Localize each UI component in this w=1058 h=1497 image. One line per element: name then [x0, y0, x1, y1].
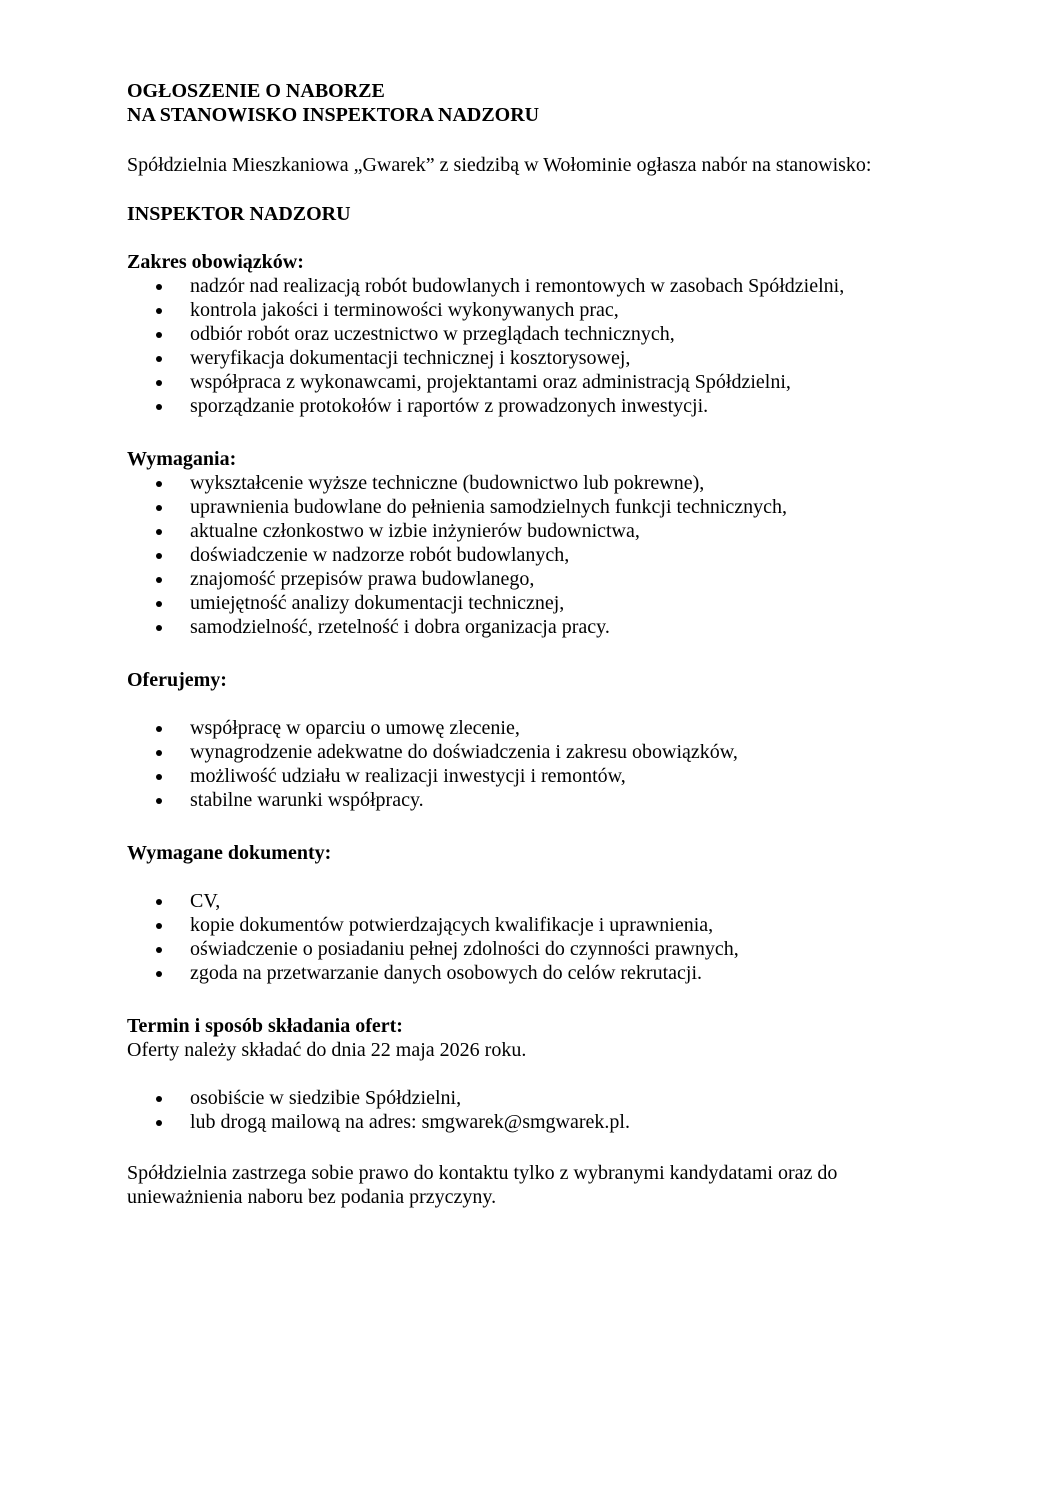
closing-paragraph [127, 1161, 927, 1209]
list-item-text: umiejętność analizy dokumentacji technicznej, [190, 592, 565, 614]
offer-list [127, 716, 738, 812]
requirements-list [127, 471, 787, 639]
requirements-heading: Wymagania: [127, 448, 237, 470]
list-item [127, 1110, 630, 1134]
list-item [127, 788, 738, 812]
bullet-icon [156, 577, 162, 583]
bullet-icon [156, 798, 162, 804]
position-name: INSPEKTOR NADZORU [127, 203, 351, 225]
deadline-list [127, 1086, 630, 1134]
offer-heading: Oferujemy: [127, 669, 227, 691]
list-item-text: nadzór nad realizacją robót budowlanych i remontowych w zasobach Spółdzielni, [190, 275, 845, 297]
bullet-icon [156, 601, 162, 607]
list-item [127, 322, 844, 346]
list-item [127, 298, 844, 322]
bullet-icon [156, 971, 162, 977]
list-item-text: znajomość przepisów prawa budowlanego, [190, 568, 535, 590]
bullet-icon [156, 726, 162, 732]
bullet-icon [156, 529, 162, 535]
bullet-icon [156, 1120, 162, 1126]
bullet-icon [156, 553, 162, 559]
list-item [127, 889, 739, 913]
closing-line-2: unieważnienia naboru bez podania przyczyny. [127, 1186, 497, 1208]
list-item [127, 346, 844, 370]
list-item-text: zgoda na przetwarzanie danych osobowych do celów rekrutacji. [190, 962, 703, 984]
list-item [127, 471, 787, 495]
list-item [127, 543, 787, 567]
list-item [127, 394, 844, 418]
list-item [127, 370, 844, 394]
documents-heading: Wymagane dokumenty: [127, 842, 332, 864]
list-item [127, 274, 844, 298]
list-item-text: weryfikacja dokumentacji technicznej i kosztorysowej, [190, 347, 631, 369]
list-item-text: stabilne warunki współpracy. [190, 789, 424, 811]
list-item-text: wynagrodzenie adekwatne do doświadczenia i zakresu obowiązków, [190, 741, 738, 763]
title-line-1: OGŁOSZENIE O NABORZE [127, 80, 385, 102]
bullet-icon [156, 481, 162, 487]
list-item-text: osobiście w siedzibie Spółdzielni, [190, 1087, 462, 1109]
list-item [127, 937, 739, 961]
bullet-icon [156, 923, 162, 929]
list-item [127, 913, 739, 937]
bullet-icon [156, 1096, 162, 1102]
list-item-text: CV, [190, 890, 221, 912]
bullet-icon [156, 356, 162, 362]
bullet-icon [156, 404, 162, 410]
bullet-icon [156, 899, 162, 905]
bullet-icon [156, 308, 162, 314]
list-item-text: oświadczenie o posiadaniu pełnej zdolności do czynności prawnych, [190, 938, 739, 960]
list-item [127, 519, 787, 543]
list-item [127, 591, 787, 615]
duties-list [127, 274, 844, 418]
list-item-text: możliwość udziału w realizacji inwestycji i remontów, [190, 765, 626, 787]
list-item [127, 716, 738, 740]
title-line-2: NA STANOWISKO INSPEKTORA NADZORU [127, 104, 540, 126]
bullet-icon [156, 380, 162, 386]
list-item-text: kopie dokumentów potwierdzających kwalifikacje i uprawnienia, [190, 914, 714, 936]
closing-line-1: Spółdzielnia zastrzega sobie prawo do kontaktu tylko z wybranymi kandydatami oraz do [127, 1162, 838, 1184]
list-item-text: sporządzanie protokołów i raportów z prowadzonych inwestycji. [190, 395, 709, 417]
list-item-text: samodzielność, rzetelność i dobra organizacja pracy. [190, 616, 610, 638]
list-item [127, 615, 787, 639]
intro-paragraph: Spółdzielnia Mieszkaniowa „Gwarek” z siedzibą w Wołominie ogłasza nabór na stanowisko: [127, 154, 872, 176]
list-item-text: współpracę w oparciu o umowę zlecenie, [190, 717, 520, 739]
deadline-text: Oferty należy składać do dnia 22 maja 2026 roku. [127, 1039, 527, 1061]
list-item [127, 1086, 630, 1110]
list-item-text: doświadczenie w nadzorze robót budowlanych, [190, 544, 570, 566]
list-item-text: aktualne członkostwo w izbie inżynierów budownictwa, [190, 520, 640, 542]
list-item-text: współpraca z wykonawcami, projektantami oraz administracją Spółdzielni, [190, 371, 791, 393]
list-item-text: odbiór robót oraz uczestnictwo w przeglądach technicznych, [190, 323, 675, 345]
bullet-icon [156, 750, 162, 756]
list-item-text: wykształcenie wyższe techniczne (budownictwo lub pokrewne), [190, 472, 705, 494]
bullet-icon [156, 947, 162, 953]
bullet-icon [156, 284, 162, 290]
list-item-text: kontrola jakości i terminowości wykonywanych prac, [190, 299, 619, 321]
list-item [127, 495, 787, 519]
list-item [127, 764, 738, 788]
list-item-text: lub drogą mailową na adres: smgwarek@smgwarek.pl. [190, 1111, 630, 1133]
bullet-icon [156, 332, 162, 338]
documents-list [127, 889, 739, 985]
list-item [127, 740, 738, 764]
list-item [127, 567, 787, 591]
bullet-icon [156, 625, 162, 631]
duties-heading: Zakres obowiązków: [127, 251, 304, 273]
bullet-icon [156, 774, 162, 780]
list-item [127, 961, 739, 985]
bullet-icon [156, 505, 162, 511]
announcement-title [127, 79, 539, 127]
list-item-text: uprawnienia budowlane do pełnienia samodzielnych funkcji technicznych, [190, 496, 788, 518]
deadline-heading: Termin i sposób składania ofert: [127, 1015, 403, 1037]
